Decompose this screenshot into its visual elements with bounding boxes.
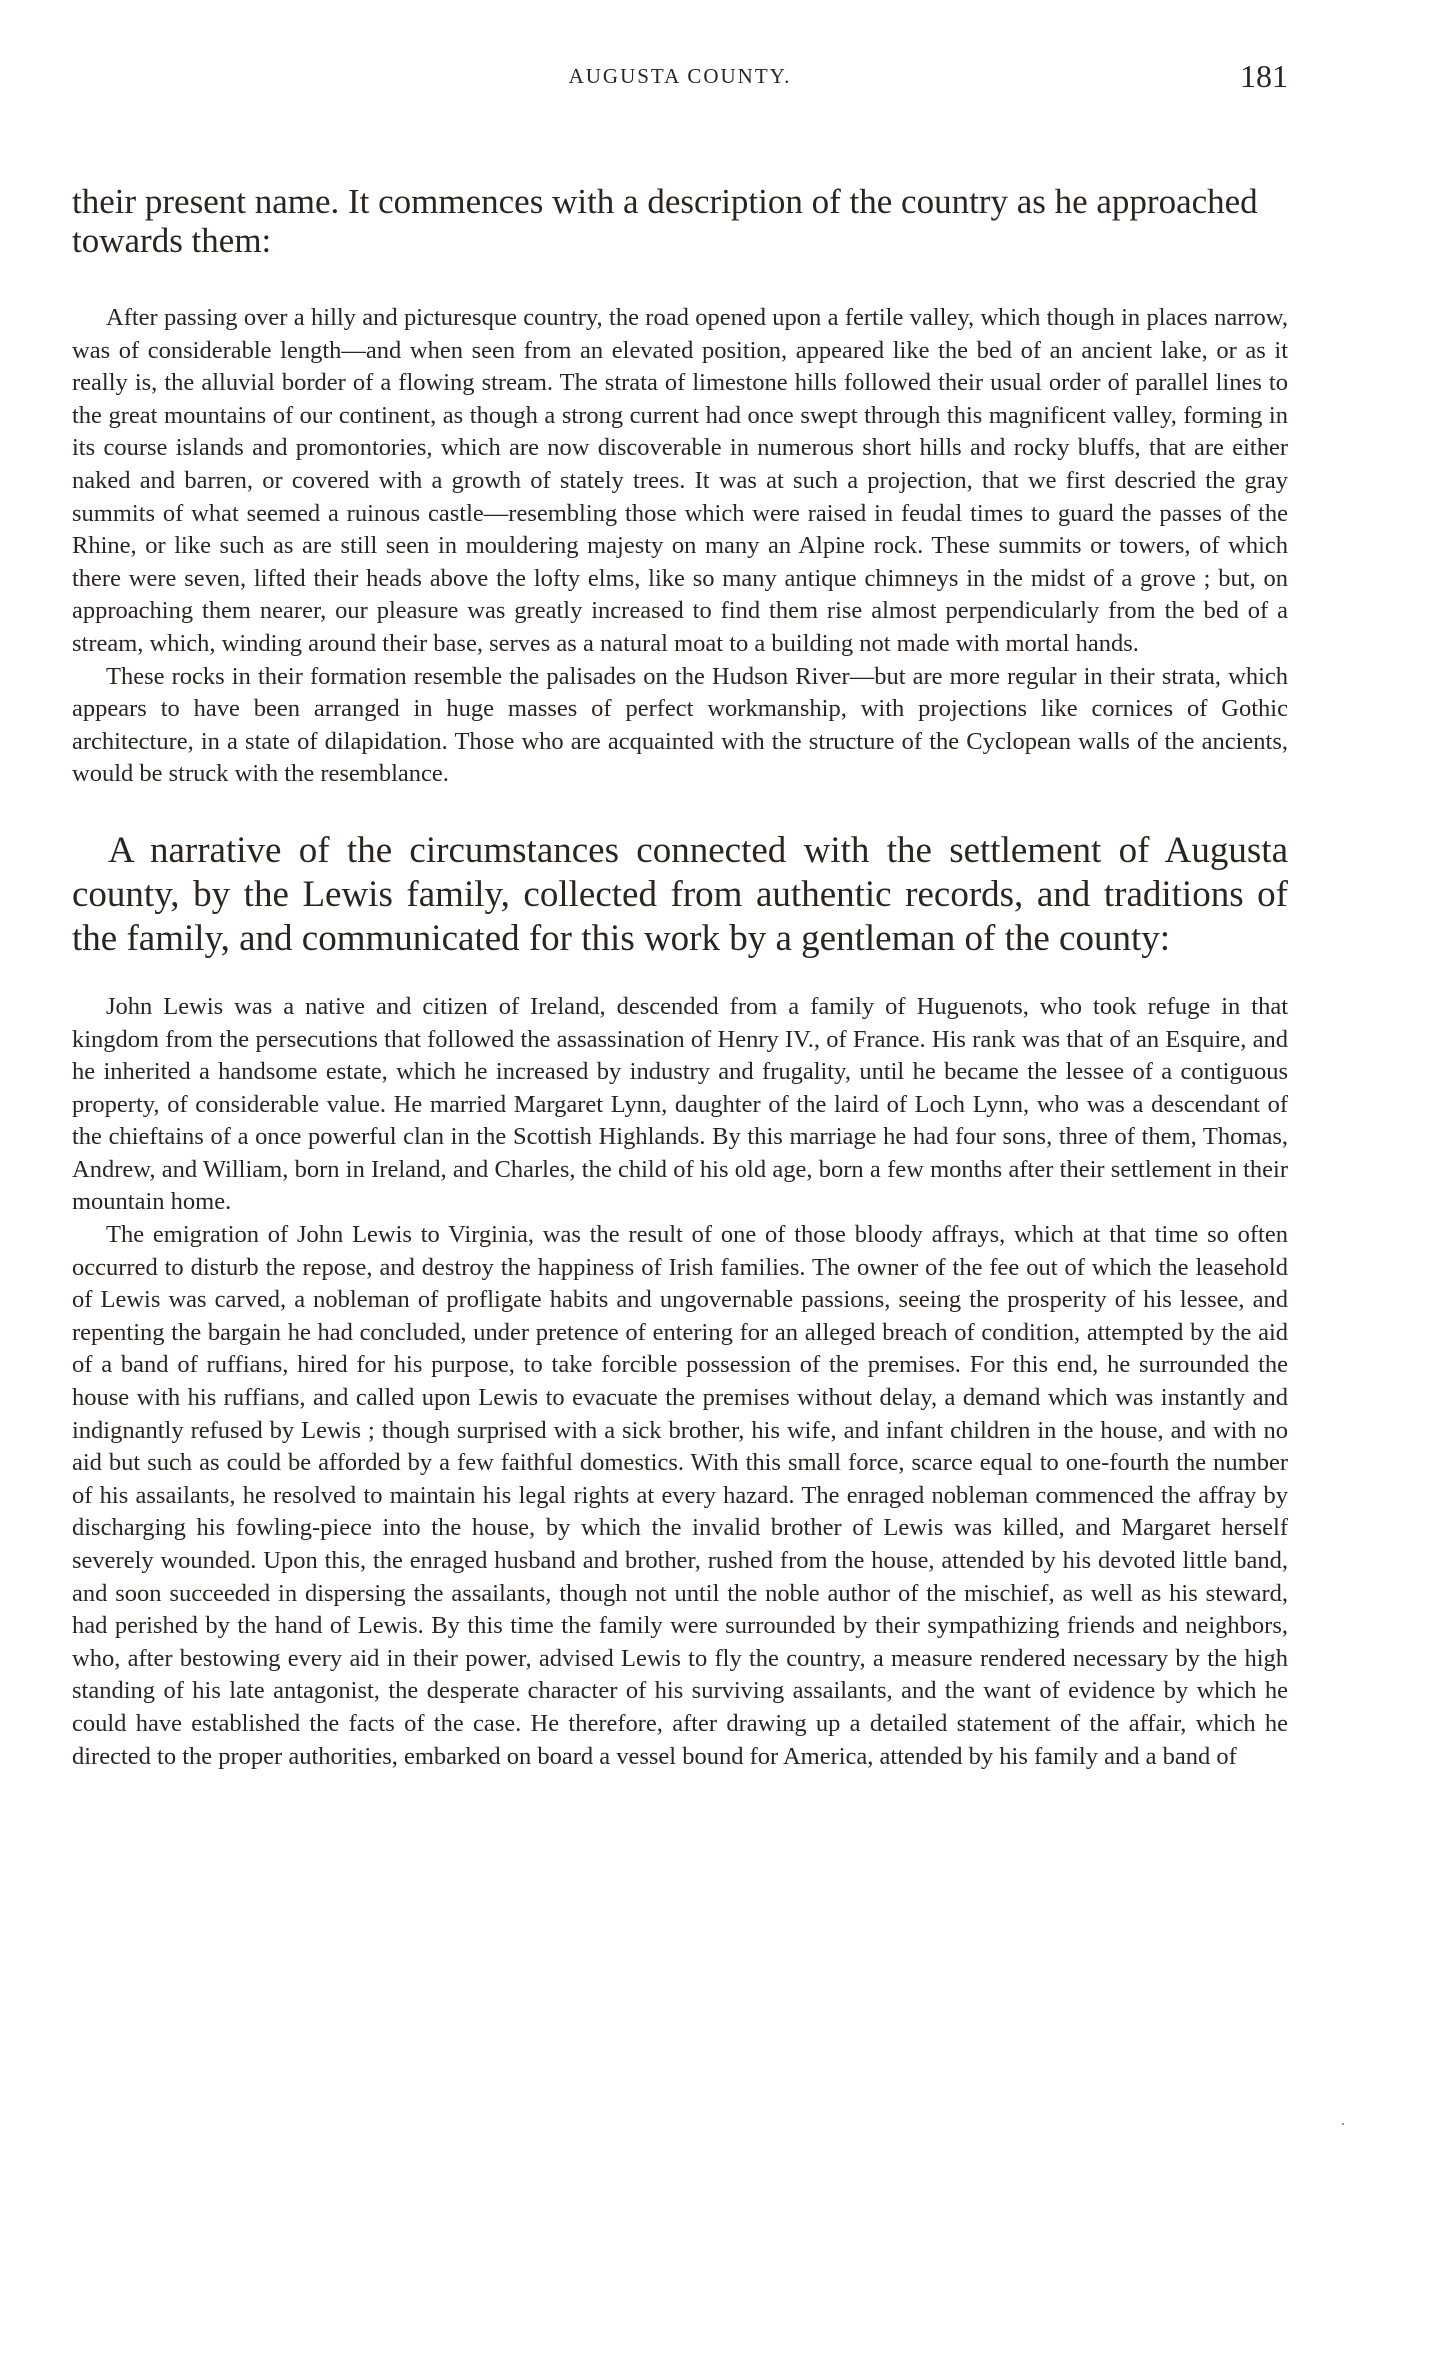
narrative-body xyxy=(72,991,1288,1773)
running-title: AUGUSTA COUNTY. xyxy=(568,64,792,88)
page-number: 181 xyxy=(1240,58,1288,94)
lead-paragraph: their present name. It commences with a description of the country as he approached towards them: xyxy=(72,182,1258,260)
book-page xyxy=(72,50,1288,1773)
quote-paragraph: These rocks in their formation resemble the palisades on the Hudson River—but are more regular in their strata, which appears to have been arranged in huge masses of perfect workmanship, with projections like cornices of Gothic architecture, in a state of dilapidation. Those who are acquainted with the structure of the Cyclopean walls of the ancients, would be struck with the resemblance. xyxy=(72,662,1288,788)
narrative-paragraph: John Lewis was a native and citizen of Ireland, descended from a family of Huguenots, who took refuge in that kingdom from the persecutions that followed the assassination of Henry IV., of France. His rank was that of an Esquire, and he inherited a handsome estate, which he increased by industry and frugality, until he became the lessee of a contiguous property, of considerable value. He married Margaret Lynn, daughter of the laird of Loch Lynn, who was a descendant of the chieftains of a once powerful clan in the Scottish Highlands. By this marriage he had four sons, three of them, Thomas, Andrew, and William, born in Ireland, and Charles, the child of his old age, born a few months after their settlement in their mountain home. xyxy=(72,992,1288,1216)
quoted-description xyxy=(72,302,1288,791)
margin-speck-icon: · xyxy=(1340,2114,1346,2134)
narrative-paragraph: The emigration of John Lewis to Virginia, was the result of one of those bloody affrays, which at that time so often occurred to disturb the repose, and destroy the happiness of Irish families. The owner of the fee out of which the leasehold of Lewis was carved, a nobleman of profligate habits and ungovernable passions, seeing the prosperity of his lessee, and repenting the bargain he had concluded, under pretence of entering for an alleged breach of condition, attempted by the aid of a band of ruffians, hired for his purpose, to take forcible possession of the premises. For this end, he surrounded the house with his ruffians, and called upon Lewis to evacuate the premises without delay, a demand which was instantly and indignantly refused by Lewis ; though surprised with a sick brother, his wife, and infant children in the house, and with no aid but such as could be afforded by a few faithful domestics. With this small force, scarce equal to one-fourth the number of his assailants, he resolved to maintain his legal rights at every hazard. The enraged nobleman commenced the affray by discharging his fowling-piece into the house, by which the invalid brother of Lewis was killed, and Margaret herself severely wounded. Upon this, the enraged husband and brother, rushed from the house, attended by his devoted little band, and soon succeeded in dispersing the assailants, though not until the noble author of the mischief, as well as his steward, had perished by the hand of Lewis. By this time the family were surrounded by their sympathizing friends and neighbors, who, after bestowing every aid in their power, advised Lewis to fly the country, a measure rendered necessary by the high standing of his late antagonist, the desperate character of his surviving assailants, and the want of evidence by which he could have established the facts of the case. He therefore, after drawing up a detailed statement of the affair, which he directed to the proper authorities, embarked on board a vessel bound for America, attended by his family and a band of xyxy=(72,1221,1288,1770)
running-head xyxy=(72,50,1288,102)
quote-paragraph: After passing over a hilly and picturesque country, the road opened upon a fertile valley, which though in places narrow, was of considerable length—and when seen from an elevated position, appeared like the bed of an ancient lake, or as it really is, the alluvial border of a flowing stream. The strata of limestone hills followed their usual order of parallel lines to the great mountains of our continent, as though a strong current had once swept through this magnificent valley, forming in its course islands and promontories, which are now discoverable in numerous short hills and rocky bluffs, that are either naked and barren, or covered with a growth of stately trees. It was at such a projection, that we first descried the gray summits of what seemed a ruinous castle—resembling those which were raised in feudal times to guard the passes of the Rhine, or like such as are still seen in mouldering majesty on many an Alpine rock. These summits or towers, of which there were seven, lifted their heads above the lofty elms, like so many antique chimneys in the midst of a grove ; but, on approaching them nearer, our pleasure was greatly increased to find them rise almost perpendicularly from the bed of a stream, which, winding around their base, serves as a natural moat to a building not made with mortal hands. xyxy=(72,304,1288,657)
section-heading: A narrative of the circumstances connected with the settlement of Augusta county, by the Lewis family, collected from authentic records, and traditions of the family, and communicated for this work by a gentleman of the county: xyxy=(72,829,1288,959)
